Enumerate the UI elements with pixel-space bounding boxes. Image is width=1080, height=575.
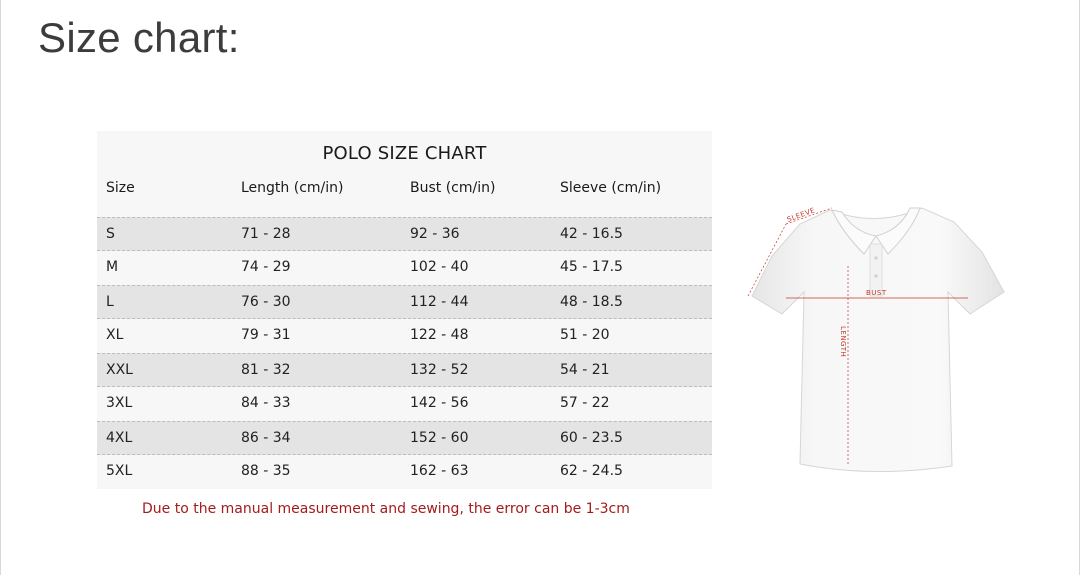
cell-bust: 102 - 40 — [410, 259, 469, 275]
cell-bust: 112 - 44 — [410, 294, 469, 310]
cell-bust: 142 - 56 — [410, 395, 469, 411]
cell-size: L — [106, 294, 114, 310]
table-row — [97, 285, 712, 319]
cell-length: 86 - 34 — [241, 430, 291, 446]
cell-size: 5XL — [106, 463, 133, 479]
cell-length: 76 - 30 — [241, 294, 291, 310]
left-edge-divider — [0, 0, 1, 575]
table-header-row — [97, 180, 712, 202]
cell-size: 3XL — [106, 395, 133, 411]
table-row — [97, 251, 712, 285]
cell-bust: 92 - 36 — [410, 226, 460, 242]
chart-title: POLO SIZE CHART — [322, 143, 487, 164]
cell-length: 81 - 32 — [241, 362, 291, 378]
table-row — [97, 421, 712, 455]
cell-length: 71 - 28 — [241, 226, 291, 242]
sleeve-label: SLEEVE — [785, 206, 817, 224]
page-title: Size chart: — [38, 14, 240, 61]
bust-label: BUST — [866, 289, 887, 297]
cell-sleeve: 60 - 23.5 — [560, 430, 623, 446]
cell-bust: 152 - 60 — [410, 430, 469, 446]
cell-sleeve: 45 - 17.5 — [560, 259, 623, 275]
size-chart-table — [97, 131, 712, 489]
cell-size: XXL — [106, 362, 133, 378]
cell-size: XL — [106, 327, 124, 343]
header-size: Size — [106, 180, 135, 196]
cell-sleeve: 42 - 16.5 — [560, 226, 623, 242]
table-body — [97, 217, 712, 489]
cell-sleeve: 57 - 22 — [560, 395, 610, 411]
table-row — [97, 455, 712, 489]
cell-bust: 122 - 48 — [410, 327, 469, 343]
cell-bust: 162 - 63 — [410, 463, 469, 479]
cell-sleeve: 48 - 18.5 — [560, 294, 623, 310]
cell-length: 74 - 29 — [241, 259, 291, 275]
cell-size: M — [106, 259, 119, 275]
header-sleeve: Sleeve (cm/in) — [560, 180, 662, 196]
table-row — [97, 353, 712, 387]
cell-length: 79 - 31 — [241, 327, 291, 343]
cell-sleeve: 54 - 21 — [560, 362, 610, 378]
table-row — [97, 217, 712, 251]
table-row — [97, 387, 712, 421]
measurement-note: Due to the manual measurement and sewing, the error can be 1-3cm — [142, 501, 630, 517]
header-length: Length (cm/in) — [241, 180, 344, 196]
header-bust: Bust (cm/in) — [410, 180, 496, 196]
cell-length: 84 - 33 — [241, 395, 291, 411]
length-label: LENGTH — [839, 326, 847, 358]
cell-size: S — [106, 226, 115, 242]
cell-length: 88 - 35 — [241, 463, 291, 479]
cell-sleeve: 62 - 24.5 — [560, 463, 623, 479]
cell-bust: 132 - 52 — [410, 362, 469, 378]
cell-size: 4XL — [106, 430, 133, 446]
cell-sleeve: 51 - 20 — [560, 327, 610, 343]
table-row — [97, 319, 712, 353]
polo-shirt-icon — [742, 196, 1014, 482]
